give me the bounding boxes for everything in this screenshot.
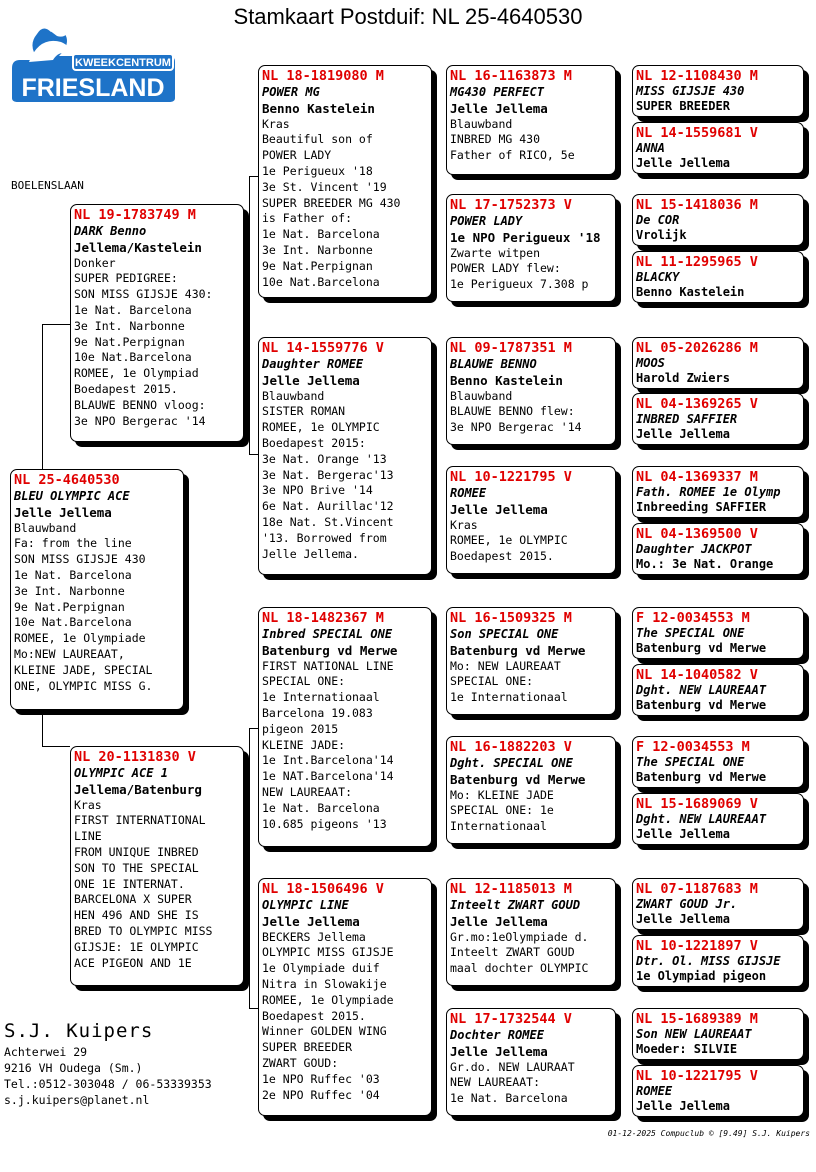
breeder: Batenburg vd Merwe <box>636 769 767 784</box>
great-grandparent-card <box>446 878 616 986</box>
ring-number: NL 18-1819080 M <box>262 68 384 84</box>
pigeon-name: Inteelt ZWART GOUD <box>450 898 581 912</box>
ancestor-card <box>632 1065 804 1117</box>
connector <box>42 710 43 746</box>
grandsire-paternal-card <box>258 65 432 298</box>
info-line: 1e Internationaal <box>450 690 568 705</box>
breeder: Benno Kastelein <box>636 284 745 299</box>
info-line: 3e Nat. Bergerac'13 <box>262 467 394 482</box>
breeder: Jellema/Batenburg <box>74 781 202 797</box>
info-line: Kras <box>262 116 290 131</box>
pigeon-name: POWER MG <box>262 85 320 99</box>
ring-number: NL 12-1108430 M <box>636 68 758 84</box>
ancestor-card <box>632 251 804 303</box>
pigeon-name: Dght. SPECIAL ONE <box>450 756 573 770</box>
info-line: 1e Nat. Barcelona <box>14 567 132 582</box>
info-line: SPECIAL ONE: 1e <box>450 803 554 818</box>
ring-number: NL 18-1482367 M <box>262 610 384 626</box>
ring-number: NL 14-1559776 V <box>262 340 384 356</box>
info-line: GIJSJE: 1E OLYMPIC <box>74 939 199 954</box>
ring-number: NL 19-1783749 M <box>74 207 196 223</box>
owner-email[interactable]: s.j.kuipers@planet.nl <box>4 1093 150 1107</box>
breeder: Batenburg vd Merwe <box>636 697 767 712</box>
ring-number: NL 07-1187683 M <box>636 881 758 897</box>
breeder: Batenburg vd Merwe <box>450 642 586 658</box>
ring-number: NL 20-1131830 V <box>74 749 196 765</box>
info-line: Father of RICO, 5e <box>450 148 575 163</box>
pigeon-name: INBRED SAFFIER <box>636 412 738 426</box>
info-line: ROMEE, 1e OLYMPIC <box>262 420 380 435</box>
pigeon-name: MG430 PERFECT <box>450 85 544 99</box>
info-line: Donker <box>74 255 116 270</box>
info-line: Kras <box>74 797 102 812</box>
pigeon-name: ROMEE <box>636 1084 673 1098</box>
info-line: KLEINE JADE: <box>262 737 346 752</box>
ring-number: NL 12-1185013 M <box>450 881 572 897</box>
ring-number: NL 16-1163873 M <box>450 68 572 84</box>
breeder: Benno Kastelein <box>450 372 563 388</box>
info-line: SON MISS GIJSJE 430: <box>74 287 213 302</box>
info-line: ROMEE, 1e Olympiad <box>74 366 199 381</box>
breeder: Batenburg vd Merwe <box>636 640 767 655</box>
breeder: Harold Zwiers <box>636 370 730 385</box>
info-line: Barcelona 19.083 <box>262 705 373 720</box>
pigeon-name: ZWART GOUD Jr. <box>636 897 738 911</box>
pigeon-name: Daughter JACKPOT <box>636 542 752 556</box>
ancestor-card <box>632 1008 804 1060</box>
pigeon-name: Dochter ROMEE <box>450 1028 544 1042</box>
info-line: 1e Perigueux '18 <box>262 163 373 178</box>
breeder: Jellema/Kastelein <box>74 239 202 255</box>
pigeon-name: BLACKY <box>636 270 680 284</box>
info-line: 3e NPO Bergerac '14 <box>450 420 582 435</box>
ancestor-card <box>632 194 804 246</box>
pigeon-name: Son NEW LAUREAAT <box>636 1027 752 1041</box>
info-line: SON TO THE SPECIAL <box>74 860 199 875</box>
info-line: 3e Int. Narbonne <box>262 242 373 257</box>
kweekcentrum-friesland-logo <box>9 16 177 102</box>
ring-number: NL 17-1752373 V <box>450 197 572 213</box>
info-line: SUPER BREEDER <box>262 1040 353 1055</box>
connector <box>42 324 43 469</box>
breeder: Jelle Jellema <box>262 372 360 388</box>
info-line: is Father of: <box>262 211 353 226</box>
breeder: Moeder: SILVIE <box>636 1041 738 1056</box>
ancestor-card <box>632 878 804 930</box>
info-line: KLEINE JADE, SPECIAL <box>14 662 153 677</box>
info-line: SON MISS GIJSJE 430 <box>14 552 146 567</box>
pigeon-name: BLEU OLYMPIC ACE <box>14 489 130 503</box>
ring-number: NL 15-1418036 M <box>636 197 758 213</box>
info-line: 2e NPO Ruffec '04 <box>262 1087 380 1102</box>
pigeon-name: MISS GIJSJE 430 <box>636 84 745 98</box>
info-line: SUPER PEDIGREE: <box>74 271 178 286</box>
info-line: 3e NPO Bergerac '14 <box>74 413 206 428</box>
great-grandparent-card <box>446 194 616 302</box>
pigeon-name: OLYMPIC ACE 1 <box>74 766 168 780</box>
breeder: Batenburg vd Merwe <box>262 642 398 658</box>
great-grandparent-card <box>446 466 616 574</box>
granddam-paternal-card <box>258 337 432 575</box>
info-line: 3e St. Vincent '19 <box>262 179 387 194</box>
ring-number: NL 09-1787351 M <box>450 340 572 356</box>
dam-card <box>70 746 244 986</box>
info-line: ROMEE, 1e OLYMPIC <box>450 533 568 548</box>
breeder: 1e Olympiad pigeon <box>636 968 767 983</box>
ring-number: NL 10-1221795 V <box>450 469 572 485</box>
info-line: ZWART GOUD: <box>262 1055 339 1070</box>
ring-number: NL 16-1882203 V <box>450 739 572 755</box>
breeder: Jelle Jellema <box>450 501 548 517</box>
info-line: SPECIAL ONE: <box>262 674 346 689</box>
info-line: Winner GOLDEN WING <box>262 1024 387 1039</box>
ancestor-card <box>632 736 804 788</box>
ring-number: NL 15-1689389 M <box>636 1011 758 1027</box>
connector <box>249 176 258 177</box>
info-line: Boedapest 2015. <box>262 1008 366 1023</box>
info-line: Mo: KLEINE JADE <box>450 787 554 802</box>
pigeon-name: Dght. NEW LAUREAAT <box>636 683 767 697</box>
info-line: Blauwband <box>262 388 325 403</box>
breeder: Batenburg vd Merwe <box>450 771 586 787</box>
breeder: Jelle Jellema <box>262 913 360 929</box>
great-grandparent-card <box>446 1008 616 1116</box>
info-line: 18e Nat. St.Vincent <box>262 514 394 529</box>
info-line: 10e Nat.Barcelona <box>262 274 380 289</box>
info-line: BLAUWE BENNO vloog: <box>74 397 206 412</box>
connector <box>42 324 70 325</box>
pigeon-name: Son SPECIAL ONE <box>450 627 559 641</box>
pigeon-name: De COR <box>636 213 680 227</box>
info-line: ONE, OLYMPIC MISS G. <box>14 678 153 693</box>
breeder: Benno Kastelein <box>262 100 375 116</box>
info-line: Beautiful son of <box>262 132 373 147</box>
info-line: 1e Perigueux 7.308 p <box>450 277 589 292</box>
ring-number: NL 04-1369500 V <box>636 526 758 542</box>
info-line: 6e Nat. Aurillac'12 <box>262 499 394 514</box>
connector <box>42 746 70 747</box>
pigeon-name: Inbred SPECIAL ONE <box>262 627 393 641</box>
info-line: SISTER ROMAN <box>262 404 346 419</box>
owner-street: Achterwei 29 <box>4 1045 88 1059</box>
info-line: 1e Int.Barcelona'14 <box>262 753 394 768</box>
info-line: ROMEE, 1e Olympiade <box>262 992 394 1007</box>
breeder: Jelle Jellema <box>450 100 548 116</box>
loft-name: BOELENSLAAN <box>11 179 84 192</box>
logo-bottom-text: FRIESLAND <box>21 74 165 102</box>
connector <box>249 454 258 455</box>
info-line: OLYMPIC MISS GIJSJE <box>262 945 394 960</box>
info-line: ACE PIGEON AND 1E <box>74 955 192 970</box>
pigeon-name: The SPECIAL ONE <box>636 755 745 769</box>
pigeon-name: Daughter ROMEE <box>262 357 364 371</box>
info-line: ONE 1E INTERNAT. <box>74 876 185 891</box>
breeder: Jelle Jellema <box>636 826 730 841</box>
great-grandparent-card <box>446 736 616 844</box>
info-line: Blauwband <box>450 116 513 131</box>
info-line: 9e Nat.Perpignan <box>74 334 185 349</box>
breeder: Jelle Jellema <box>450 913 548 929</box>
breeder: SUPER BREEDER <box>636 98 730 113</box>
info-line: 3e NPO Brive '14 <box>262 483 373 498</box>
ring-number: NL 16-1509325 M <box>450 610 572 626</box>
info-line: 1e Nat. Barcelona <box>450 1091 568 1106</box>
info-line: Mo:NEW LAUREAAT, <box>14 646 125 661</box>
info-line: SUPER BREEDER MG 430 <box>262 195 401 210</box>
info-line: BARCELONA X SUPER <box>74 892 192 907</box>
info-line: Gr.do. NEW LAURAAT <box>450 1059 575 1074</box>
info-line: 3e Int. Narbonne <box>74 318 185 333</box>
ancestor-card <box>632 122 804 174</box>
ancestor-card <box>632 607 804 659</box>
info-line: Internationaal <box>450 819 547 834</box>
info-line: ROMEE, 1e Olympiade <box>14 631 146 646</box>
info-line: Jelle Jellema. <box>262 546 359 561</box>
info-line: FIRST INTERNATIONAL <box>74 813 206 828</box>
ring-number: NL 11-1295965 V <box>636 254 758 270</box>
info-line: 1e Nat. Barcelona <box>74 302 192 317</box>
breeder: Jelle Jellema <box>450 1043 548 1059</box>
info-line: Inteelt ZWART GOUD <box>450 945 575 960</box>
info-line: Blauwband <box>14 520 77 535</box>
info-line: 3e Int. Narbonne <box>14 583 125 598</box>
info-line: INBRED MG 430 <box>450 132 541 147</box>
owner-contact <box>4 1018 212 1108</box>
breeder: Jelle Jellema <box>636 1098 730 1113</box>
ring-number: NL 15-1689069 V <box>636 796 758 812</box>
breeder: Jelle Jellema <box>636 155 730 170</box>
connector <box>249 728 258 729</box>
info-line: pigeon 2015 <box>262 721 339 736</box>
info-line: Boedapest 2015. <box>450 549 554 564</box>
info-line: 10.685 pigeons '13 <box>262 816 387 831</box>
pigeon-name: OLYMPIC LINE <box>262 898 349 912</box>
ancestor-card <box>632 65 804 117</box>
connector <box>249 728 250 1008</box>
info-line: 1e Nat. Barcelona <box>262 800 380 815</box>
breeder: Mo.: 3e Nat. Orange <box>636 556 774 571</box>
pigeon-name: ROMEE <box>450 486 487 500</box>
pigeon-name: BLAUWE BENNO <box>450 357 537 371</box>
info-line: Blauwband <box>450 388 513 403</box>
info-line: Fa: from the line <box>14 536 132 551</box>
ring-number: NL 05-2026286 M <box>636 340 758 356</box>
ring-number: F 12-0034553 M <box>636 610 750 626</box>
ring-number: NL 14-1559681 V <box>636 125 758 141</box>
page-title: Stamkaart Postduif: NL 25-4640530 <box>233 4 583 29</box>
breeder: 1e NPO Perigueux '18 <box>450 229 601 245</box>
breeder: Inbreeding SAFFIER <box>636 499 767 514</box>
info-line: NEW LAUREAAT: <box>262 784 353 799</box>
pigeon-name: Dtr. Ol. MISS GIJSJE <box>636 954 781 968</box>
info-line: 9e Nat.Perpignan <box>14 599 125 614</box>
breeder: Jelle Jellema <box>636 426 730 441</box>
info-line: LINE <box>74 829 102 844</box>
info-line: FROM UNIQUE INBRED <box>74 844 199 859</box>
info-line: '13. Borrowed from <box>262 530 387 545</box>
info-line: POWER LADY flew: <box>450 261 561 276</box>
sire-card <box>70 204 244 442</box>
subject-pigeon-card <box>10 469 184 710</box>
ring-number: NL 17-1732544 V <box>450 1011 572 1027</box>
pigeon-name: DARK Benno <box>74 224 147 238</box>
breeder: Jelle Jellema <box>636 911 730 926</box>
ring-number: F 12-0034553 M <box>636 739 750 755</box>
ring-number: NL 25-4640530 <box>14 472 120 488</box>
info-line: 1e Nat. Barcelona <box>262 227 380 242</box>
info-line: maal dochter OLYMPIC <box>450 961 589 976</box>
ancestor-card <box>632 337 804 389</box>
info-line: 1e Internationaal <box>262 690 380 705</box>
logo-top-text: KWEEKCENTRUM <box>75 57 171 69</box>
info-line: BECKERS Jellema <box>262 929 366 944</box>
grandsire-maternal-card <box>258 607 432 847</box>
info-line: Mo: NEW LAUREAAT <box>450 658 561 673</box>
info-line: Gr.mo:1eOlympiade d. <box>450 929 589 944</box>
info-line: Zwarte witpen <box>450 245 541 260</box>
info-line: 9e Nat.Perpignan <box>262 258 373 273</box>
info-line: Boedapest 2015. <box>74 381 178 396</box>
info-line: Boedapest 2015: <box>262 435 366 450</box>
connector <box>249 176 250 454</box>
pigeon-name: POWER LADY <box>450 214 523 228</box>
ancestor-card <box>632 393 804 445</box>
granddam-maternal-card <box>258 878 432 1116</box>
pigeon-name: MOOS <box>636 356 665 370</box>
ring-number: NL 10-1221897 V <box>636 938 758 954</box>
ancestor-card <box>632 523 804 575</box>
great-grandparent-card <box>446 65 616 175</box>
ancestor-card <box>632 935 804 987</box>
ancestor-card <box>632 466 804 518</box>
info-line: BRED TO OLYMPIC MISS <box>74 923 213 938</box>
ancestor-card <box>632 793 804 845</box>
info-line: 1e NAT.Barcelona'14 <box>262 769 394 784</box>
info-line: FIRST NATIONAL LINE <box>262 658 394 673</box>
info-line: Nitra in Slowakije <box>262 976 387 991</box>
pigeon-name: Dght. NEW LAUREAAT <box>636 812 767 826</box>
owner-name: S.J. Kuipers <box>4 1020 154 1042</box>
info-line: BLAUWE BENNO flew: <box>450 404 575 419</box>
ring-number: NL 10-1221795 V <box>636 1068 758 1084</box>
ring-number: NL 04-1369337 M <box>636 469 758 485</box>
owner-phone: Tel.:0512-303048 / 06-53339353 <box>4 1077 212 1091</box>
ring-number: NL 04-1369265 V <box>636 396 758 412</box>
info-line: SPECIAL ONE: <box>450 674 534 689</box>
great-grandparent-card <box>446 607 616 715</box>
pigeon-name: Fath. ROMEE 1e Olymp <box>636 485 781 499</box>
breeder: Vrolijk <box>636 227 687 242</box>
info-line: 10e Nat.Barcelona <box>14 615 132 630</box>
owner-city: 9216 VH Oudega (Sm.) <box>4 1061 143 1075</box>
info-line: 1e NPO Ruffec '03 <box>262 1071 380 1086</box>
info-line: HEN 496 AND SHE IS <box>74 908 199 923</box>
pigeon-name: ANNA <box>636 141 665 155</box>
ring-number: NL 14-1040582 V <box>636 667 758 683</box>
info-line: 1e Olympiade duif <box>262 961 380 976</box>
info-line: NEW LAUREAAT: <box>450 1075 541 1090</box>
breeder: Jelle Jellema <box>14 504 112 520</box>
ancestor-card <box>632 664 804 716</box>
info-line: 10e Nat.Barcelona <box>74 350 192 365</box>
connector <box>249 1008 258 1009</box>
ring-number: NL 18-1506496 V <box>262 881 384 897</box>
info-line: Kras <box>450 517 478 532</box>
pigeon-name: The SPECIAL ONE <box>636 626 745 640</box>
info-line: 3e Nat. Orange '13 <box>262 451 387 466</box>
info-line: POWER LADY <box>262 148 332 163</box>
footer-credit: 01-12-2025 Compuclub © [9.49] S.J. Kuipers <box>607 1129 810 1138</box>
great-grandparent-card <box>446 337 616 445</box>
